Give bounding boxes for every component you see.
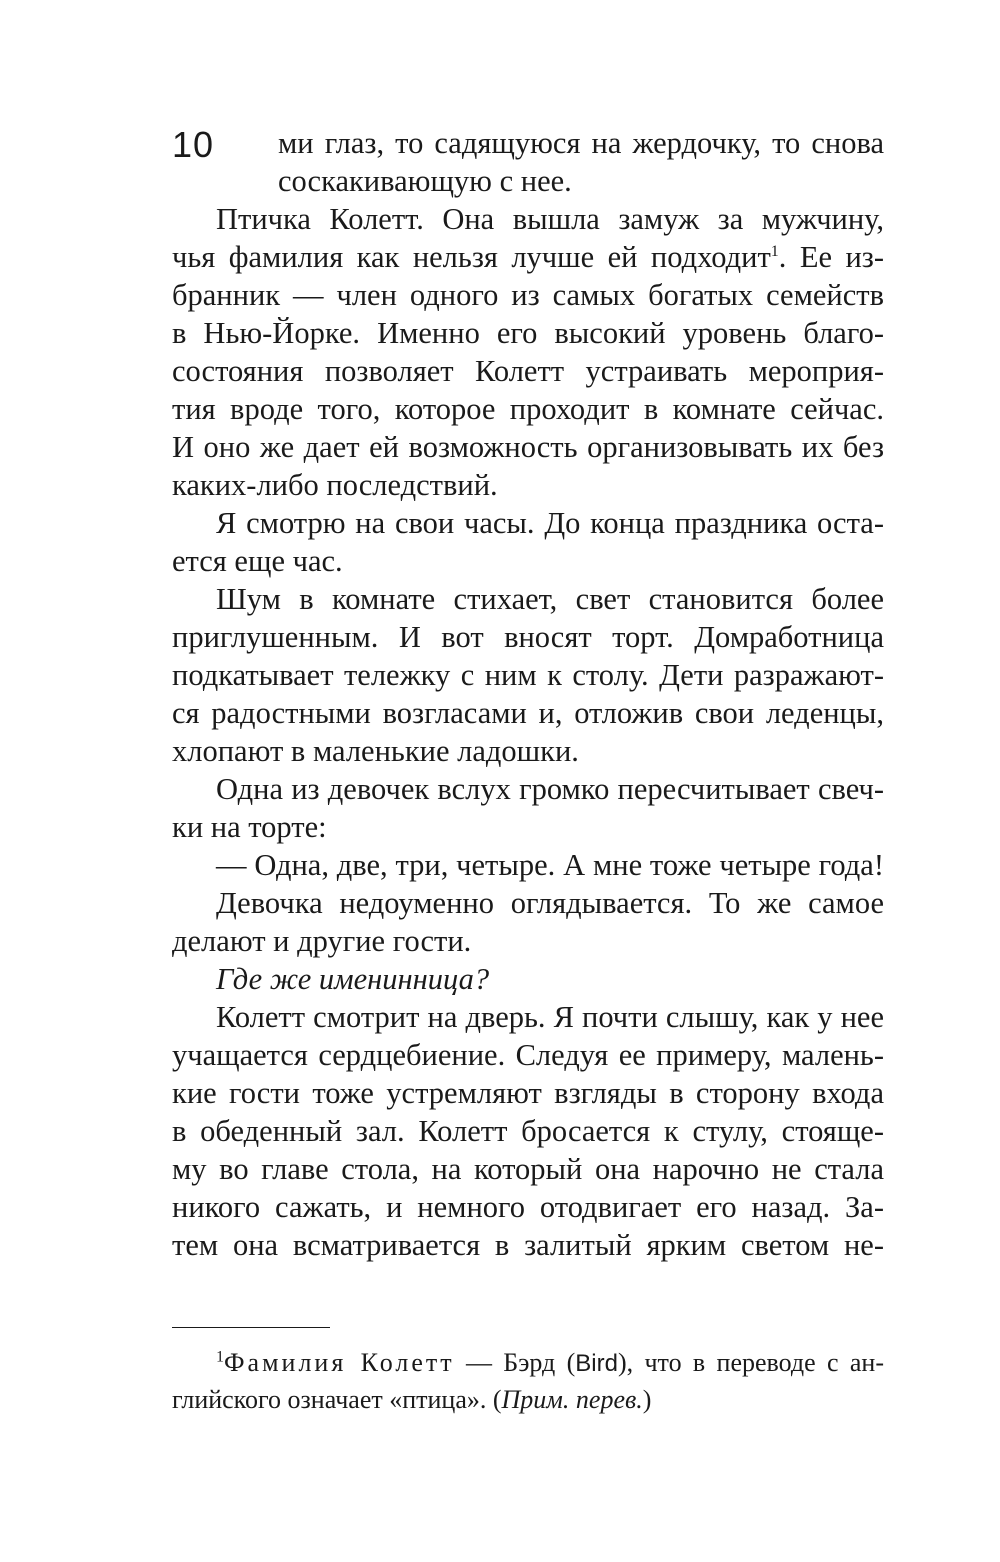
text-line: И оно же дает ей возможность организовывать их без	[172, 430, 884, 464]
footnote-divider	[172, 1327, 330, 1328]
footnote-ref: 1	[770, 242, 779, 260]
page-number: 10	[172, 124, 215, 165]
text-line: приглушенным. И вот вносят торт. Домработница	[172, 620, 884, 654]
text-line-with-footnote-ref	[172, 238, 884, 276]
text-line: му во главе стола, на который она нарочно не стала	[172, 1152, 884, 1186]
text-line: состояния позволяет Колетт устраивать мероприя-	[172, 354, 884, 388]
text-line: ки на торте:	[172, 810, 327, 844]
footnote-line	[172, 1382, 884, 1418]
footnote-fragment: — Бэрд (	[454, 1348, 576, 1377]
text-fragment: чья фамилия как нельзя лучше ей подходит	[172, 240, 771, 274]
footnote-marker: 1	[216, 1348, 224, 1366]
text-line: Колетт смотрит на дверь. Я почти слышу, как у нее	[216, 1000, 884, 1034]
italic-thought-line: Где же именинница?	[216, 962, 490, 996]
footnote-fragment: )	[642, 1385, 652, 1414]
footnote-bird: Bird	[575, 1350, 618, 1377]
text-line: каких-либо последствий.	[172, 468, 498, 502]
footnote-fragment: ), что в переводе с ан-	[617, 1348, 884, 1377]
dialogue-line: — Одна, две, три, четыре. А мне тоже четыре года!	[216, 848, 884, 882]
text-line: тия вроде того, которое проходит в комнате сейчас.	[172, 392, 884, 426]
text-line: делают и другие гости.	[172, 924, 472, 958]
footnote	[172, 1345, 884, 1418]
text-line: Девочка недоуменно оглядывается. То же самое	[216, 886, 884, 920]
text-line: кие гости тоже устремляют взгляды в сторону входа	[172, 1076, 884, 1110]
text-line: никого сажать, и немного отодвигает его назад. За-	[172, 1190, 884, 1224]
text-line: ется еще час.	[172, 544, 343, 578]
text-line: подкатывает тележку с ним к столу. Дети разражают-	[172, 658, 884, 692]
main-text	[172, 124, 884, 1264]
text-line: в Нью-Йорке. Именно его высокий уровень благо-	[172, 316, 884, 350]
text-fragment: . Ее из-	[778, 240, 884, 274]
footnote-spaced-name: Фамилия Колетт	[224, 1348, 455, 1377]
text-line: в обеденный зал. Колетт бросается к стулу, стояще-	[172, 1114, 884, 1148]
text-line: ми глаз, то садящуюся на жердочку, то снова	[278, 126, 884, 160]
text-line: Птичка Колетт. Она вышла замуж за мужчину,	[216, 202, 884, 236]
text-line: учащается сердцебиение. Следуя ее примеру, малень-	[172, 1038, 884, 1072]
text-line: хлопают в маленькие ладошки.	[172, 734, 579, 768]
text-line: ся радостными возгласами и, отложив свои леденцы,	[172, 696, 884, 730]
footnote-italic-note: Прим. перев.	[501, 1385, 643, 1414]
footnote-fragment: глийского означает «птица». (	[172, 1385, 502, 1414]
text-line: Одна из девочек вслух громко пересчитывает свеч-	[216, 772, 884, 806]
text-line: соскакивающую с нее.	[278, 164, 572, 198]
footnote-line	[172, 1345, 884, 1382]
text-line: бранник — член одного из самых богатых семейств	[172, 278, 884, 312]
text-line: Шум в комнате стихает, свет становится более	[216, 582, 884, 616]
text-line: тем она всматривается в залитый ярким светом не-	[172, 1228, 884, 1262]
text-line: Я смотрю на свои часы. До конца праздника оста-	[216, 506, 884, 540]
